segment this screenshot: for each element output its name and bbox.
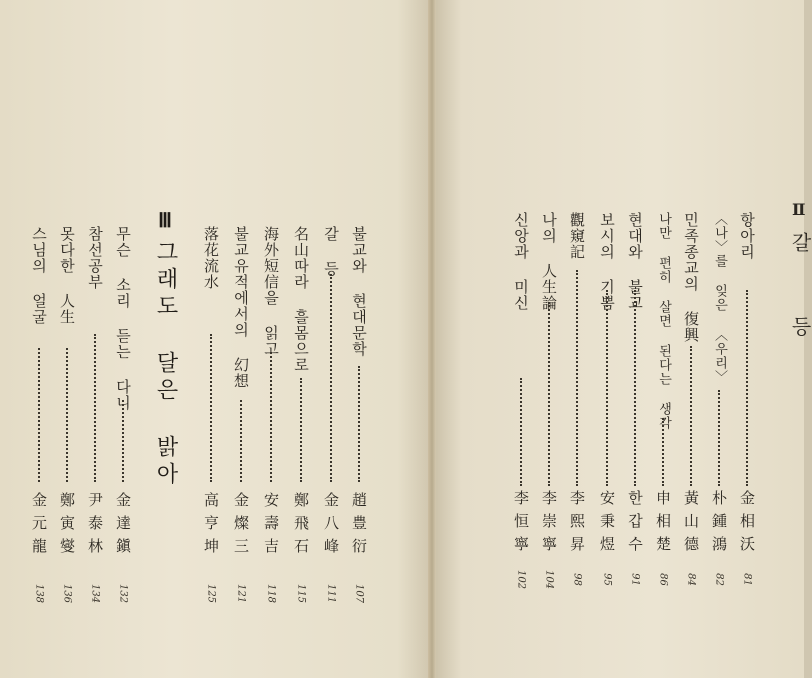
entry-page: 136 [61,583,73,604]
toc-entry [678,0,704,678]
entry-title: 海外短信을 읽고 [262,226,280,357]
toc-entry [54,0,80,678]
leader-dots [662,418,664,486]
leader-dots [66,348,68,482]
entry-author: 한갑수 [626,490,644,559]
entry-page: 115 [295,583,307,604]
toc-entry [594,0,620,678]
entry-author: 黃山德 [682,490,700,559]
edge-section-numeral: Ⅱ [792,200,806,219]
section-heading [148,210,182,489]
entry-page: 86 [657,573,669,586]
entry-author: 李恒寧 [512,490,530,559]
entry-author: 安秉煜 [598,490,616,559]
entry-title: 보시의 기쁨 [598,212,616,311]
entry-author: 金達鎭 [114,492,132,561]
entry-page: 125 [205,583,217,604]
toc-entry [228,0,254,678]
entry-title: 나의 人生論 [540,212,558,311]
leader-dots [38,348,40,482]
entry-author: 尹泰林 [86,492,104,561]
entry-page: 81 [741,573,753,586]
entry-page: 132 [117,583,129,604]
entry-author: 安壽吉 [262,492,280,561]
leader-dots [690,346,692,486]
toc-entry [734,0,760,678]
entry-title: 신앙과 미신 [512,212,530,311]
entry-title: 무슨 소리 듣는 다니 [114,226,132,411]
entry-author: 金燦三 [232,492,250,561]
leader-dots [606,290,608,486]
entry-title: 불교유적에서의 幻想 [232,226,250,389]
entry-page: 138 [33,583,45,604]
entry-page: 91 [629,573,641,586]
entry-title: 스님의 얼굴 [30,226,48,325]
entry-title: 名山따라 흘몸으로 [292,226,310,373]
leader-dots [718,390,720,486]
entry-page: 121 [235,583,247,604]
entry-page: 84 [685,573,697,586]
toc-entry [346,0,372,678]
book-gutter [428,0,436,678]
entry-title: 〈나〉를 잊은 〈우리〉 [712,212,727,384]
entry-author: 高亨坤 [202,492,220,561]
toc-entry [288,0,314,678]
entry-author: 李熙昇 [568,490,586,559]
toc-entry [536,0,562,678]
leader-dots [520,378,522,486]
leader-dots [634,290,636,486]
entry-title: 나만 편히 살면 된다는 생각 [656,212,671,430]
leader-dots [210,334,212,482]
edge-section-title: 갈 등 [788,232,812,356]
toc-entry [82,0,108,678]
toc-entry [706,0,732,678]
entry-author: 金相沃 [738,490,756,559]
toc-entry [198,0,224,678]
leader-dots [576,270,578,486]
entry-page: 111 [325,583,337,604]
toc-entry [508,0,534,678]
entry-title: 落花流水 [202,226,220,290]
leader-dots [122,400,124,482]
leader-dots [358,366,360,482]
entry-title: 참선공부 [86,226,104,290]
entry-page: 134 [89,583,101,604]
entry-author: 趙豊衍 [350,492,368,561]
entry-page: 82 [713,573,725,586]
entry-title: 민족종교의 復興 [682,212,700,343]
entry-author: 朴鍾鴻 [710,490,728,559]
entry-title: 불교와 현대문학 [350,226,368,357]
entry-title: 갈 등 [322,226,340,277]
leader-dots [330,274,332,482]
toc-entry [622,0,648,678]
entry-author: 李崇寧 [540,490,558,559]
section-numeral: Ⅲ [158,210,172,232]
entry-title: 항아리 [738,212,756,260]
section-title: 그래도 달은 밝아 [153,240,178,489]
entry-author: 鄭寅燮 [58,492,76,561]
entry-page: 98 [571,573,583,586]
toc-entry [650,0,676,678]
leader-dots [94,334,96,482]
entry-title: 현대와 불교 [626,212,644,311]
leader-dots [300,378,302,482]
toc-entry [318,0,344,678]
entry-page: 118 [265,583,277,604]
entry-author: 金元龍 [30,492,48,561]
leader-dots [746,290,748,486]
entry-page: 104 [543,569,555,590]
toc-entry [258,0,284,678]
entry-title: 못다한 人生 [58,226,76,325]
entry-author: 金八峰 [322,492,340,561]
entry-title: 觀窺記 [568,212,586,260]
entry-page: 107 [353,583,365,604]
toc-entry [110,0,136,678]
entry-page: 95 [601,573,613,586]
entry-author: 鄭飛石 [292,492,310,561]
entry-author: 申相楚 [654,490,672,559]
entry-page: 102 [515,569,527,590]
leader-dots [270,352,272,482]
leader-dots [240,400,242,482]
toc-entry [26,0,52,678]
toc-entry [564,0,590,678]
leader-dots [548,302,550,486]
